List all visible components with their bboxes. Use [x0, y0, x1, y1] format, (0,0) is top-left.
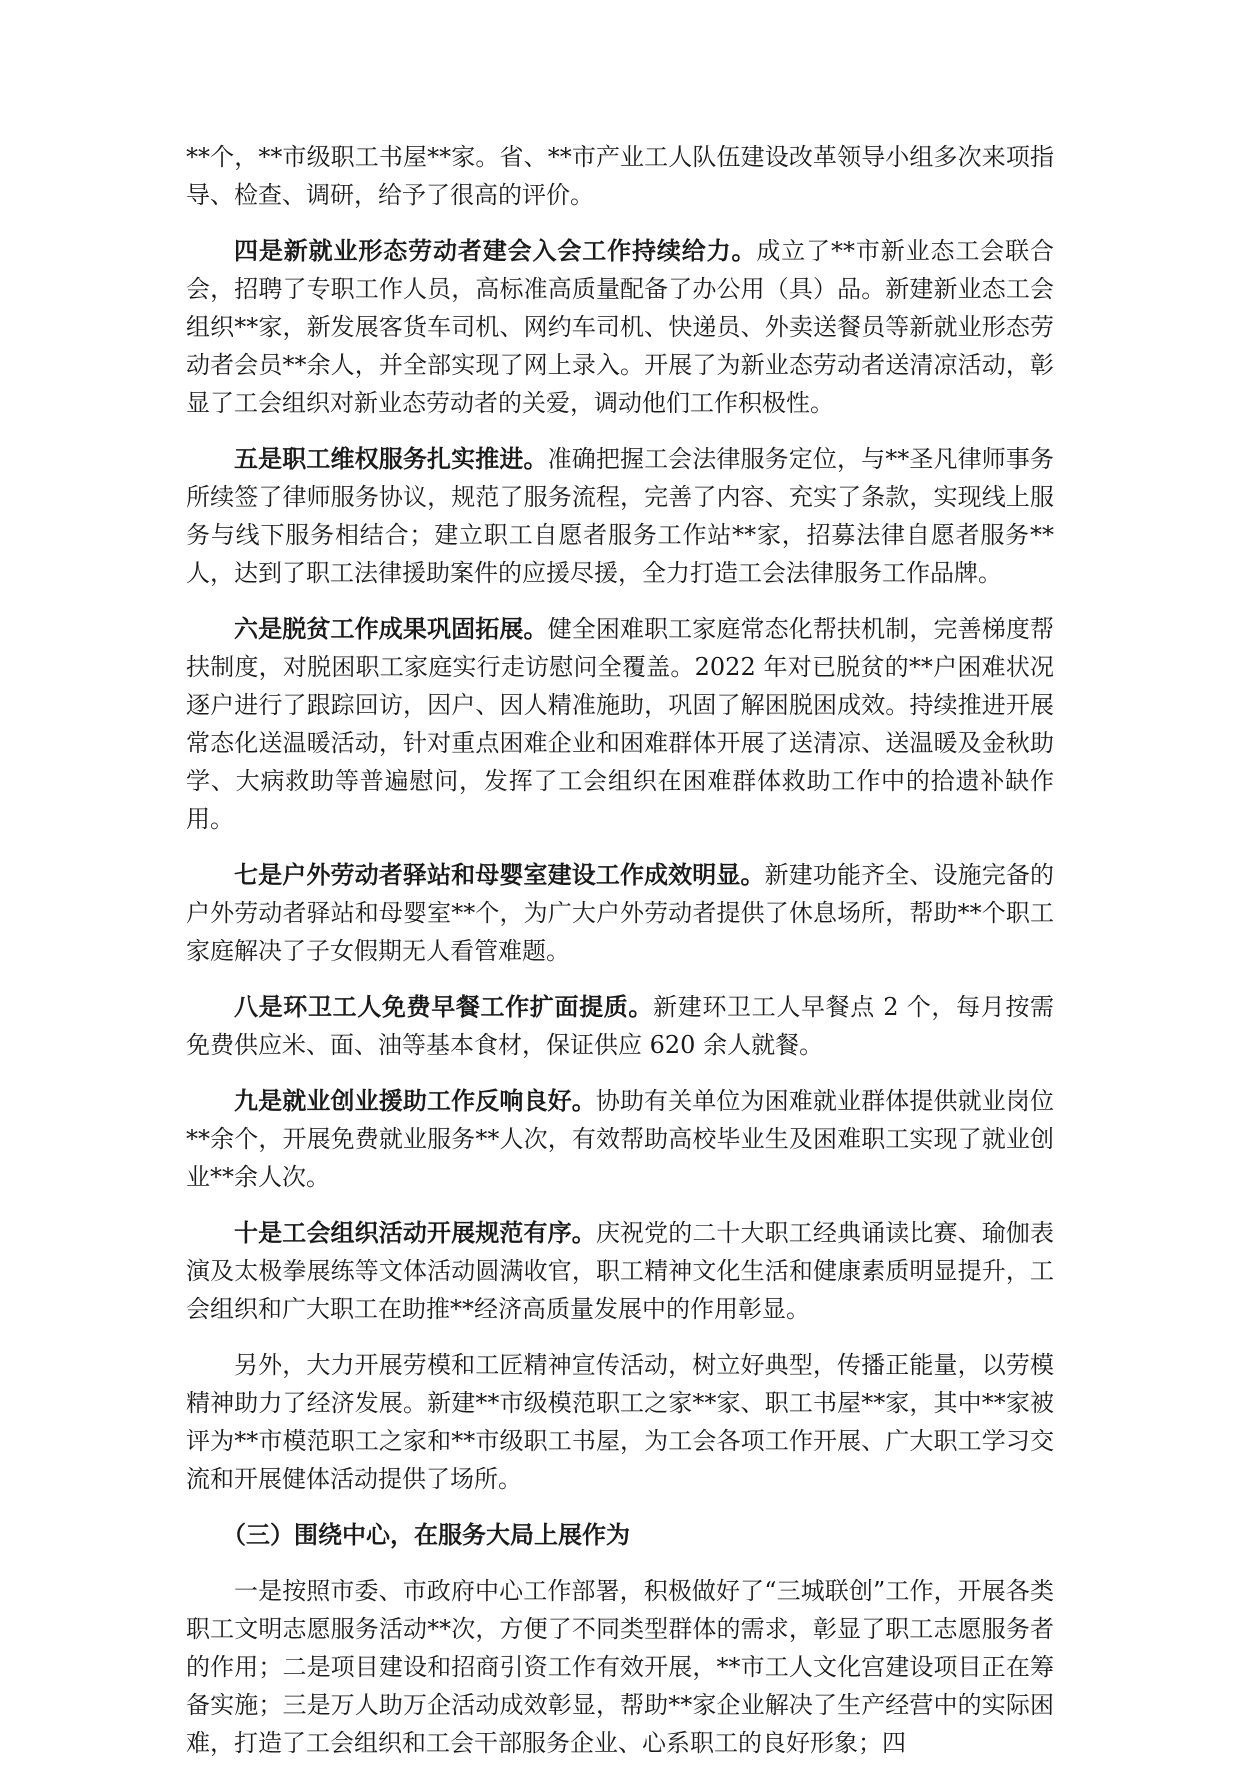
paragraph-lead: 八是环卫工人免费早餐工作扩面提质。	[234, 992, 654, 1021]
paragraph-lead: 四是新就业形态劳动者建会入会工作持续给力。	[234, 236, 757, 265]
paragraph-lead: 五是职工维权服务扎实推进。	[234, 444, 548, 473]
paragraph-lead: 十是工会组织活动开展规范有序。	[234, 1218, 596, 1247]
paragraph-item-4	[186, 232, 1054, 422]
paragraph-text: 健全困难职工家庭常态化帮扶机制，完善梯度帮扶制度，对脱困职工家庭实行走访慰问全覆盖。2022 年对已脱贫的**户困难状况逐户进行了跟踪回访，因户、因人精准施助，巩固了解困脱困成效。持续推进开展常态化送温暖活动，针对重点困难企业和困难群体开展了送清凉、送温暖及金秋助学、大病救助等普遍慰问，发挥了工会组织在困难群体救助工作中的拾遗补缺作用。	[186, 615, 1055, 833]
paragraph-text: 协助有关单位为困难就业群体提供就业岗位**余个，开展免费就业服务**人次，有效帮助高校毕业生及困难职工实现了就业创业**余人次。	[186, 1087, 1055, 1191]
paragraph-item-5	[186, 440, 1054, 592]
paragraph-continuation	[186, 138, 1054, 214]
paragraph-text: 新建功能齐全、设施完备的户外劳动者驿站和母婴室**个，为广大户外劳动者提供了休息场所，帮助**个职工家庭解决了子女假期无人看管难题。	[186, 861, 1055, 965]
paragraph-item-6	[186, 610, 1054, 838]
paragraph-additional	[186, 1346, 1054, 1498]
paragraph-text: 一是按照市委、市政府中心工作部署，积极做好了“三城联创”工作，开展各类职工文明志愿服务活动**次，方便了不同类型群体的需求，彰显了职工志愿服务者的作用；二是项目建设和招商引资工作有效开展，**市工人文化宫建设项目正在筹备实施；三是万人助万企活动成效彰显，帮助**家企业解决了生产经营中的实际困难，打造了工会组织和工会干部服务企业、心系职工的良好形象；四	[186, 1577, 1054, 1757]
paragraph-item-7	[186, 856, 1054, 970]
paragraph-text: **个，**市级职工书屋**家。省、**市产业工人队伍建设改革领导小组多次来项指导、检查、调研，给予了很高的评价。	[186, 143, 1054, 209]
paragraph-text: 准确把握工会法律服务定位，与**圣凡律师事务所续签了律师服务协议，规范了服务流程，完善了内容、充实了条款，实现线上服务与线下服务相结合；建立职工自愿者服务工作站**家，招募法律自愿者服务**人，达到了职工法律援助案件的应援尽援，全力打造工会法律服务工作品牌。	[186, 445, 1055, 587]
paragraph-text: 另外，大力开展劳模和工匠精神宣传活动，树立好典型，传播正能量，以劳模精神助力了经济发展。新建**市级模范职工之家**家、职工书屋**家，其中**家被评为**市模范职工之家和**市级职工书屋，为工会各项工作开展、广大职工学习交流和开展健体活动提供了场所。	[186, 1351, 1054, 1493]
paragraph-lead: 七是户外劳动者驿站和母婴室建设工作成效明显。	[234, 860, 765, 889]
paragraph-lead: 九是就业创业援助工作反响良好。	[234, 1086, 596, 1115]
document-body	[186, 138, 1054, 1780]
paragraph-final	[186, 1572, 1054, 1762]
paragraph-lead: 六是脱贫工作成果巩固拓展。	[234, 614, 548, 643]
paragraph-item-9	[186, 1082, 1054, 1196]
section-heading: （三）围绕中心，在服务大局上展作为	[222, 1520, 630, 1549]
paragraph-item-8	[186, 988, 1054, 1064]
paragraph-text: 成立了**市新业态工会联合会，招聘了专职工作人员，高标准高质量配备了办公用（具）品。新建新业态工会组织**家，新发展客货车司机、网约车司机、快递员、外卖送餐员等新就业形态劳动者会员**余人，并全部实现了网上录入。开展了为新业态劳动者送清凉活动，彰显了工会组织对新业态劳动者的关爱，调动他们工作积极性。	[186, 237, 1054, 417]
paragraph-text: 庆祝党的二十大职工经典诵读比赛、瑜伽表演及太极拳展练等文体活动圆满收官，职工精神文化生活和健康素质明显提升，工会组织和广大职工在助推**经济高质量发展中的作用彰显。	[186, 1219, 1055, 1323]
paragraph-item-10	[186, 1214, 1054, 1328]
paragraph-text: 新建环卫工人早餐点 2 个，每月按需免费供应米、面、油等基本食材，保证供应 620 余人就餐。	[186, 993, 1054, 1059]
